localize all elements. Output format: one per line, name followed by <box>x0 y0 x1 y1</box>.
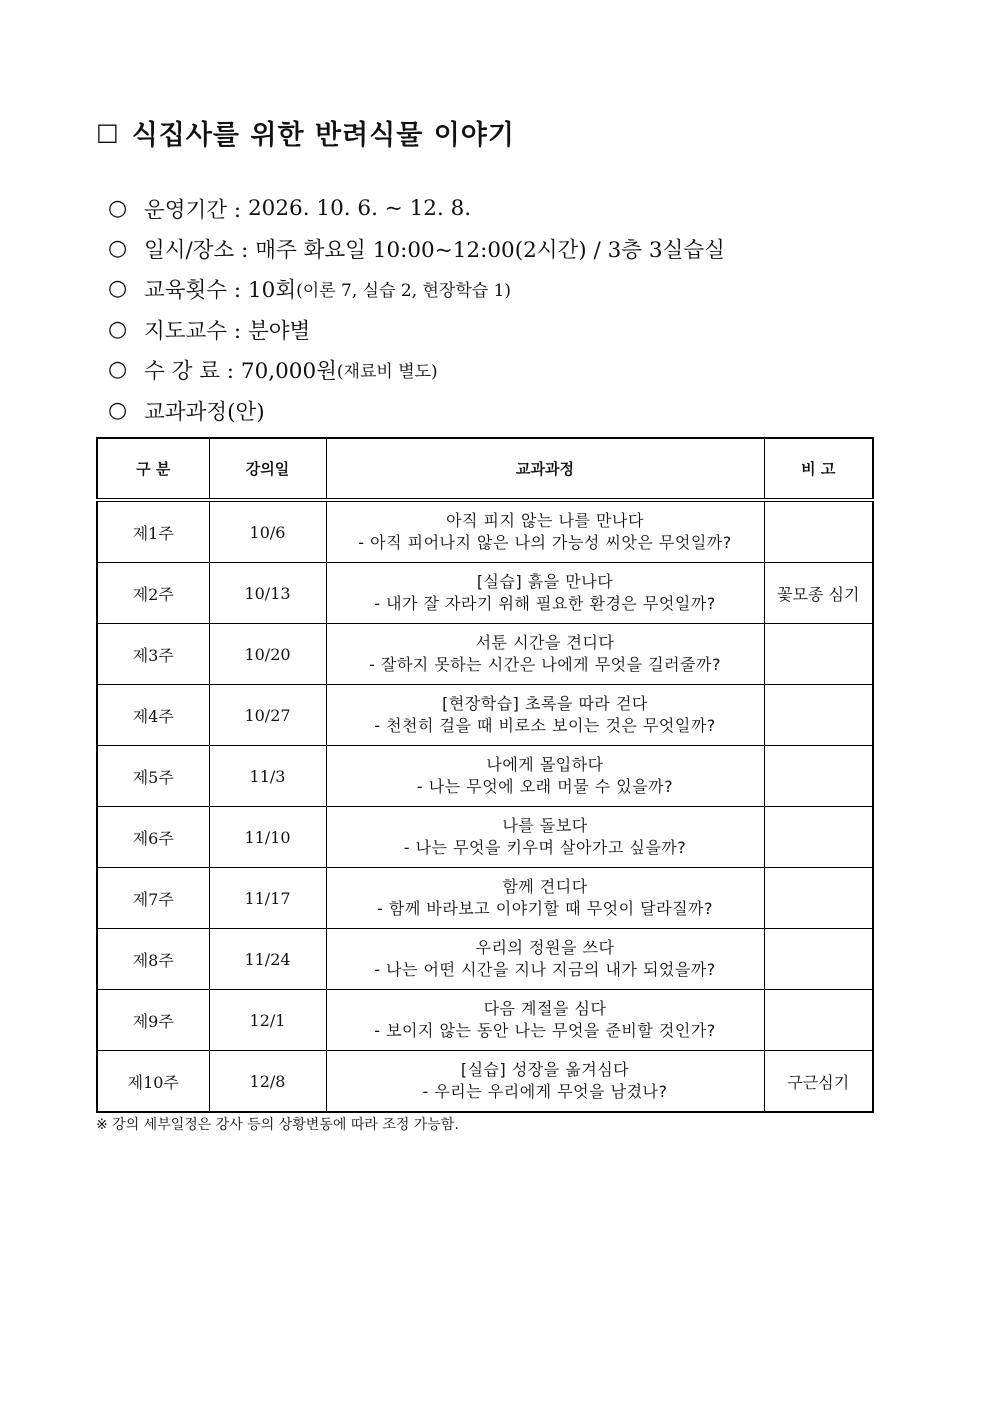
course-title: 함께 견디다 <box>502 877 588 896</box>
info-value: 10회 <box>248 278 297 304</box>
note-cell <box>764 685 873 746</box>
course-cell <box>326 868 764 929</box>
course-question: - 보이지 않는 동안 나는 무엇을 준비할 것인가? <box>374 1021 716 1040</box>
course-cell <box>326 1051 764 1113</box>
table-row <box>97 746 873 807</box>
course-question: - 아직 피어나지 않은 나의 가능성 씨앗은 무엇일까? <box>358 533 732 552</box>
course-cell <box>326 500 764 563</box>
course-title: 나에게 몰입하다 <box>486 755 604 774</box>
course-cell <box>326 929 764 990</box>
note-cell <box>764 746 873 807</box>
course-title: [실습] 흙을 만나다 <box>476 572 614 591</box>
course-cell <box>326 685 764 746</box>
course-cell <box>326 563 764 624</box>
table-row <box>97 868 873 929</box>
date-cell: 10/13 <box>209 563 326 624</box>
course-title: 우리의 정원을 쓰다 <box>475 938 615 957</box>
course-question: - 우리는 우리에게 무엇을 남겼나? <box>422 1082 668 1101</box>
info-value: 분야별 <box>248 318 311 344</box>
table-row <box>97 807 873 868</box>
course-cell <box>326 746 764 807</box>
info-value: 매주 화요일 10:00~12:00(2시간) / 3층 3실습실 <box>255 238 725 264</box>
note-cell <box>764 929 873 990</box>
date-cell: 12/8 <box>209 1051 326 1113</box>
course-title: 서툰 시간을 견디다 <box>475 633 615 652</box>
table-row <box>97 1051 873 1113</box>
document-title <box>96 112 515 152</box>
week-cell: 제6주 <box>97 807 209 868</box>
date-cell: 10/6 <box>209 500 326 563</box>
course-title: [실습] 성장을 옮겨심다 <box>460 1060 630 1079</box>
info-item-schedule-place <box>108 228 725 268</box>
course-question: - 천천히 걸을 때 비로소 보이는 것은 무엇일까? <box>374 716 716 735</box>
info-item-instructor <box>108 309 725 349</box>
course-title: [현장학습] 초록을 따라 걷다 <box>442 694 648 713</box>
footnote: ※ 강의 세부일정은 강사 등의 상황변동에 따라 조정 가능함. <box>96 1117 459 1133</box>
table-row <box>97 500 873 563</box>
note-cell: 꽃모종 심기 <box>764 563 873 624</box>
curriculum-table <box>96 437 874 1113</box>
table-row <box>97 563 873 624</box>
header-course: 교과과정 <box>326 438 764 500</box>
table-row <box>97 624 873 685</box>
info-label: 수 강 료 : <box>144 359 235 385</box>
week-cell: 제3주 <box>97 624 209 685</box>
info-value: 70,000원 <box>240 359 337 385</box>
info-item-period <box>108 188 725 228</box>
info-label: 교육횟수 : <box>144 278 242 304</box>
date-cell: 11/24 <box>209 929 326 990</box>
date-cell: 10/27 <box>209 685 326 746</box>
info-note: (이론 7, 실습 2, 현장학습 1) <box>296 281 512 302</box>
info-item-curriculum <box>108 390 725 430</box>
week-cell: 제10주 <box>97 1051 209 1113</box>
week-cell: 제8주 <box>97 929 209 990</box>
date-cell: 12/1 <box>209 990 326 1051</box>
course-cell <box>326 624 764 685</box>
circle-bullet-icon: ○ <box>108 276 128 302</box>
course-cell <box>326 807 764 868</box>
note-cell <box>764 990 873 1051</box>
table-header-row <box>97 438 873 500</box>
table-row <box>97 685 873 746</box>
circle-bullet-icon: ○ <box>108 316 128 342</box>
date-cell: 10/20 <box>209 624 326 685</box>
date-cell: 11/3 <box>209 746 326 807</box>
course-question: - 나는 어떤 시간을 지나 지금의 내가 되었을까? <box>374 960 716 979</box>
course-title: 아직 피지 않는 나를 만나다 <box>446 511 644 530</box>
info-item-fee <box>108 350 725 390</box>
circle-bullet-icon: ○ <box>108 195 128 221</box>
course-title: 나를 돌보다 <box>502 816 588 835</box>
note-cell <box>764 868 873 929</box>
date-cell: 11/17 <box>209 868 326 929</box>
table-row <box>97 990 873 1051</box>
course-title: 다음 계절을 심다 <box>483 999 607 1018</box>
course-info-list <box>108 188 725 430</box>
header-note: 비 고 <box>764 438 873 500</box>
info-note: (재료비 별도) <box>336 362 438 383</box>
info-label: 교과과정(안) <box>144 399 265 425</box>
week-cell: 제1주 <box>97 500 209 563</box>
course-question: - 함께 바라보고 이야기할 때 무엇이 달라질까? <box>377 899 713 918</box>
info-item-session-count <box>108 269 725 309</box>
note-cell <box>764 807 873 868</box>
week-cell: 제2주 <box>97 563 209 624</box>
info-label: 일시/장소 : <box>144 238 249 264</box>
note-cell <box>764 500 873 563</box>
note-cell <box>764 624 873 685</box>
course-question: - 나는 무엇을 키우며 살아가고 싶을까? <box>403 838 687 857</box>
week-cell: 제4주 <box>97 685 209 746</box>
info-label: 운영기간 : <box>144 197 242 223</box>
week-cell: 제9주 <box>97 990 209 1051</box>
info-value: 2026. 10. 6. ~ 12. 8. <box>248 195 472 221</box>
circle-bullet-icon: ○ <box>108 397 128 423</box>
info-label: 지도교수 : <box>144 318 242 344</box>
note-cell: 구근심기 <box>764 1051 873 1113</box>
course-question: - 나는 무엇에 오래 머물 수 있을까? <box>416 777 674 796</box>
course-question: - 내가 잘 자라기 위해 필요한 환경은 무엇일까? <box>374 594 716 613</box>
week-cell: 제5주 <box>97 746 209 807</box>
date-cell: 11/10 <box>209 807 326 868</box>
header-date: 강의일 <box>209 438 326 500</box>
course-question: - 잘하지 못하는 시간은 나에게 무엇을 길러줄까? <box>369 655 721 674</box>
checkbox-square-icon: □ <box>96 118 120 146</box>
header-week: 구 분 <box>97 438 209 500</box>
course-cell <box>326 990 764 1051</box>
table-row <box>97 929 873 990</box>
title-text: 식집사를 위한 반려식물 이야기 <box>131 119 515 151</box>
week-cell: 제7주 <box>97 868 209 929</box>
circle-bullet-icon: ○ <box>108 357 128 383</box>
circle-bullet-icon: ○ <box>108 236 128 262</box>
